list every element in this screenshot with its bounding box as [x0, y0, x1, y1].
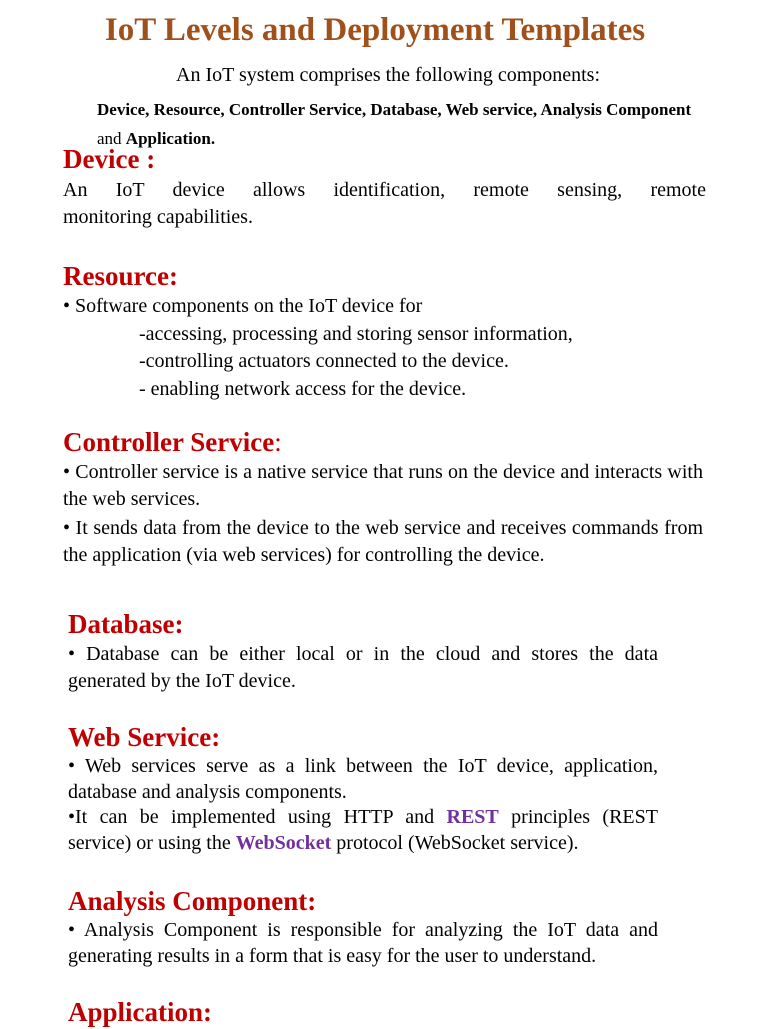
web-service-line-3-pre: •It can be implemented using HTTP and: [68, 806, 447, 828]
web-service-line-4-post: protocol (WebSocket service).: [331, 831, 579, 854]
controller-service-bullet-1: • Controller service is a native service that runs on the device and interacts with the web services.: [63, 461, 703, 510]
analysis-component-heading: Analysis Component:: [68, 886, 317, 916]
web-service-line-3: [68, 805, 658, 831]
rest-keyword: REST: [446, 806, 499, 828]
analysis-component-description: [68, 918, 658, 969]
web-service-line-2: database and analysis components.: [68, 780, 347, 803]
analysis-line-1: • Analysis Component is responsible for analyzing the IoT data and: [68, 919, 658, 941]
resource-item: -controlling actuators connected to the device.: [139, 350, 509, 372]
components-list-part2: Application.: [125, 129, 216, 148]
web-service-line-4-pre: service) or using the: [68, 831, 236, 854]
database-description: [68, 641, 658, 695]
controller-service-heading: [63, 425, 282, 459]
analysis-line-2: generating results in a form that is easy for the user to understand.: [68, 944, 597, 967]
websocket-keyword: WebSocket: [235, 831, 332, 854]
resource-item: - enabling network access for the device.: [139, 378, 467, 400]
device-description: [63, 177, 706, 231]
resource-heading: Resource:: [63, 261, 178, 291]
web-service-description: [68, 754, 658, 856]
device-line-1: An IoT device allows identification, remote sensing, remote: [63, 179, 706, 201]
web-service-line-1: • Web services serve as a link between the IoT device, application,: [68, 755, 658, 777]
page-title: IoT Levels and Deployment Templates: [104, 12, 646, 48]
database-heading: Database:: [68, 609, 184, 639]
device-line-2: monitoring capabilities.: [63, 206, 253, 228]
controller-service-heading-text: Controller Service: [63, 427, 275, 457]
controller-service-heading-colon: :: [274, 427, 282, 457]
components-list-part1: Device, Resource, Controller Service, Database, Web service, Analysis Component: [97, 100, 692, 119]
intro-text: An IoT system comprises the following components:: [176, 64, 601, 86]
device-heading: Device :: [63, 144, 156, 174]
controller-service-bullet-2: • It sends data from the device to the web service and receives commands from the application (via web services) for controlling the device.: [63, 517, 703, 566]
resource-intro: • Software components on the IoT device for: [63, 295, 423, 317]
database-line-2: generated by the IoT device.: [68, 670, 296, 692]
components-list-and: and: [97, 129, 126, 148]
web-service-line-3-post: principles (REST: [498, 806, 658, 828]
web-service-heading: Web Service:: [68, 722, 221, 752]
web-service-line-4: [68, 831, 658, 857]
database-line-1: • Database can be either local or in the cloud and stores the data: [68, 643, 658, 665]
components-list: [97, 95, 697, 153]
resource-item: -accessing, processing and storing sensor information,: [139, 323, 573, 345]
application-heading: Application:: [68, 997, 213, 1027]
